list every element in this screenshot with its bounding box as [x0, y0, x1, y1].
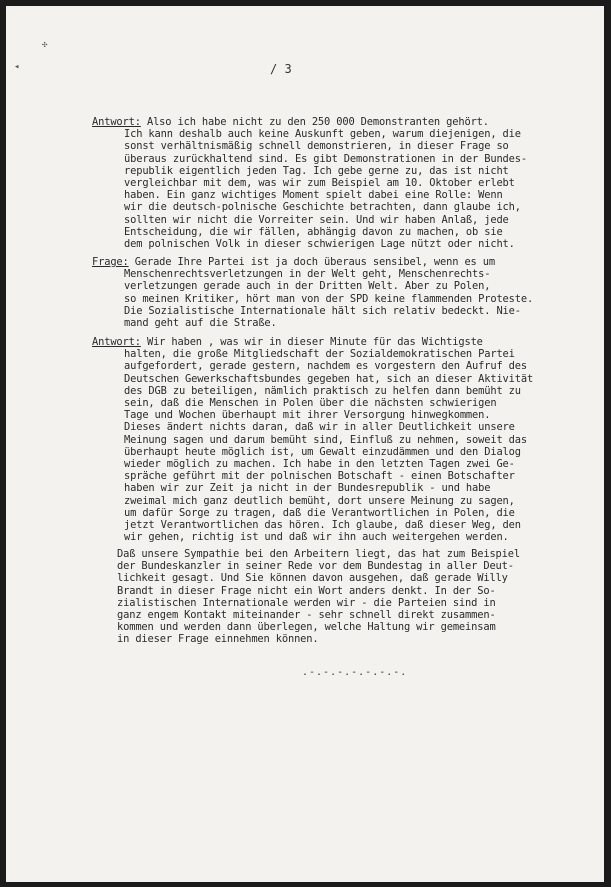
text-line: Dieses ändert nichts daran, daß wir in aller Deutlichkeit unsere	[124, 421, 515, 434]
text-line: dem polnischen Volk in dieser schwierigen Lage nützt oder nicht.	[124, 238, 515, 251]
text-line: mand geht auf die Straße.	[124, 317, 277, 330]
text-line: Menschenrechtsverletzungen in der Welt geht, Menschenrechts-	[124, 268, 491, 281]
text-line: überaus zurückhaltend sind. Es gibt Demonstrationen in der Bundes-	[124, 152, 527, 165]
text-line: zialistischen Internationale werden wir - die Parteien sind in	[117, 596, 496, 609]
end-separator: .-.-.-.-.-.-.-.	[302, 667, 408, 678]
text-line: wir die deutsch-polnische Geschichte betrachten, dann glaube ich,	[124, 201, 521, 214]
text-line: Deutschen Gewerkschaftsbundes gegeben hat, sich an dieser Aktivität	[124, 372, 534, 385]
text-line: Entscheidung, die wir fällen, abhängig davon zu machen, ob sie	[124, 225, 503, 238]
section-first-line: Antwort: Also ich habe nicht zu den 250 000 Demonstranten gehört.	[92, 116, 489, 128]
section-first-line: Antwort: Wir haben , was wir in dieser Minute für das Wichtigste	[92, 336, 483, 348]
section-first-line: Frage: Gerade Ihre Partei ist ja doch überaus sensibel, wenn es um	[92, 256, 495, 268]
answer-section-2	[92, 336, 578, 543]
text-line: republik eigentlich jeden Tag. Ich gebe gerne zu, das ist nicht	[124, 164, 509, 177]
text-line: verletzungen gerade auch in der Dritten Welt. Aber zu Polen,	[124, 280, 491, 293]
text-line: sein, daß die Menschen in Polen über die nächsten schwierigen	[124, 397, 497, 410]
question-section	[92, 256, 578, 329]
text-line: der Bundeskanzler in seiner Rede vor dem Bundestag in aller Deut-	[117, 560, 514, 573]
text-line: wir gehen, richtig ist und daß wir ihn auch weitergehen werden.	[124, 531, 509, 544]
scan-mark: ✣	[42, 40, 48, 50]
text-line: Brandt in dieser Frage nicht ein Wort anders denkt. In der So-	[117, 584, 496, 597]
page-number: / 3	[270, 62, 292, 76]
text-line: lichkeit gesagt. Und Sie können davon ausgehen, daß gerade Willy	[117, 572, 508, 585]
text-line: um dafür Sorge zu tragen, daß die Verantwortlichen in Polen, die	[124, 506, 515, 519]
text-line: aufgefordert, gerade gestern, nachdem es vorgestern den Aufruf des	[124, 360, 527, 373]
answer-section-1	[92, 116, 578, 250]
document-page	[6, 6, 604, 882]
section-label: Antwort:	[92, 116, 141, 128]
text-line: Ich kann deshalb auch keine Auskunft geben, warum diejenigen, die	[124, 128, 521, 141]
text-line: ganz engem Kontakt miteinander - sehr schnell direkt zusammen-	[117, 609, 496, 622]
text-line: überhaupt heute möglich ist, um Gewalt einzudämmen und den Dialog	[124, 445, 521, 458]
text-line: Daß unsere Sympathie bei den Arbeitern liegt, das hat zum Beispiel	[117, 548, 520, 560]
text-line: des DGB zu beteiligen, nämlich praktisch zu helfen dann bemüht zu	[124, 384, 521, 397]
text-line: haben. Ein ganz wichtiges Moment spielt dabei eine Rolle: Wenn	[124, 189, 503, 202]
scan-mark: ◂	[14, 62, 20, 72]
text-line: wieder möglich zu machen. Ich habe in den letzten Tagen zwei Ge-	[124, 458, 515, 471]
text-line: vergleichbar mit dem, was wir zum Beispiel am 10. Oktober erlebt	[124, 177, 515, 190]
text-line: in dieser Frage einnehmen können.	[117, 633, 319, 646]
text-line: Tage und Wochen überhaupt mit ihrer Versorgung hinwegkommen.	[124, 409, 491, 422]
text-line: Die Sozialistische Internationale hält sich relativ bedeckt. Nie-	[124, 304, 521, 317]
text-line: spräche geführt mit der polnischen Botschaft - einen Botschafter	[124, 470, 515, 483]
closing-paragraph	[117, 548, 577, 646]
text-line: sollten wir nicht die Vorreiter sein. Und wir haben Anlaß, jede	[124, 213, 509, 226]
text-line: sonst verhältnismäßig schnell demonstrieren, in dieser Frage so	[124, 140, 509, 153]
section-label: Frage:	[92, 256, 129, 268]
text-line: halten, die große Mitgliedschaft der Sozialdemokratischen Partei	[124, 348, 515, 361]
text-line: zweimal mich ganz deutlich bemüht, dort unsere Meinung zu sagen,	[124, 494, 515, 507]
text-line: Meinung sagen und darum bemüht sind, Einfluß zu nehmen, soweit das	[124, 433, 527, 446]
text-line: kommen und werden dann überlegen, welche Haltung wir gemeinsam	[117, 621, 496, 634]
text-line: jetzt Verantwortlichen das hören. Ich glaube, daß dieser Weg, den	[124, 519, 521, 532]
section-label: Antwort:	[92, 336, 141, 348]
text-line: so meinen Kritiker, hört man von der SPD keine flammenden Proteste.	[124, 292, 534, 305]
text-line: haben wir zur Zeit ja nicht in der Bundesrepublik - und habe	[124, 482, 491, 495]
